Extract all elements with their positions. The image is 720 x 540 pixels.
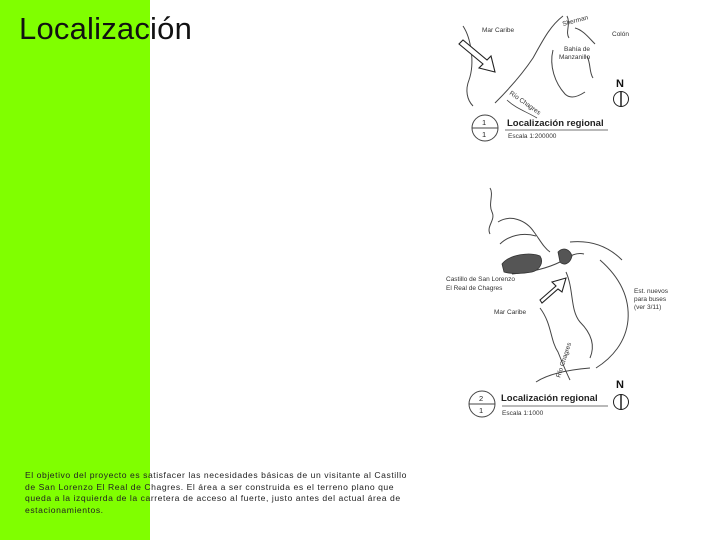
label-est-2: para buses	[634, 296, 667, 303]
site-arrow-icon	[540, 278, 566, 303]
site-location-map	[440, 182, 668, 422]
label-colon: Colón	[612, 31, 629, 38]
label-est-3: (ver 3/11)	[634, 304, 662, 311]
label-mar-caribe: Mar Caribe	[494, 309, 527, 316]
label-rio-chagres: Río Chagres	[555, 341, 574, 379]
accent-bar	[0, 0, 150, 540]
svg-text:1: 1	[479, 406, 484, 415]
label-rio-chagres: Río Chagres	[507, 89, 542, 117]
label-mar-caribe: Mar Caribe	[482, 27, 515, 34]
svg-text:1: 1	[482, 130, 487, 139]
body-paragraph: El objetivo del proyecto es satisfacer las necesidades básicas de un visitante al Castillo de San Lorenzo El Real de Chagres. El área a ser construida es el terreno plano que queda a la izquierda de la carretera de acceso al fuerte, justo antes del actual área de estacionamientos.	[25, 470, 407, 515]
north-arrow-icon	[614, 379, 629, 410]
svg-text:Escala 1:200000: Escala 1:200000	[508, 133, 557, 140]
north-arrow-icon	[614, 78, 629, 107]
label-castillo-1: Castillo de San Lorenzo	[446, 276, 516, 283]
svg-text:N: N	[616, 78, 624, 90]
page-title: Localización	[19, 11, 193, 46]
svg-text:Escala 1:1000: Escala 1:1000	[502, 410, 544, 417]
label-bahia-2: Manzanillo	[559, 54, 591, 61]
regional-legend	[472, 115, 608, 141]
label-bahia-1: Bahía de	[564, 46, 591, 53]
svg-text:1: 1	[482, 118, 487, 127]
svg-text:Localización regional: Localización regional	[501, 393, 598, 404]
label-est-1: Est. nuevos	[634, 288, 668, 295]
label-sherman: Sherman	[561, 14, 589, 28]
label-castillo-2: El Real de Chagres	[446, 285, 503, 292]
site-legend	[469, 391, 608, 417]
svg-text:N: N	[616, 379, 624, 391]
svg-text:Localización regional: Localización regional	[507, 118, 604, 129]
castle-footprint	[502, 254, 542, 273]
regional-arrow-icon	[459, 40, 495, 72]
regional-location-map	[455, 8, 655, 148]
svg-text:2: 2	[479, 394, 484, 403]
